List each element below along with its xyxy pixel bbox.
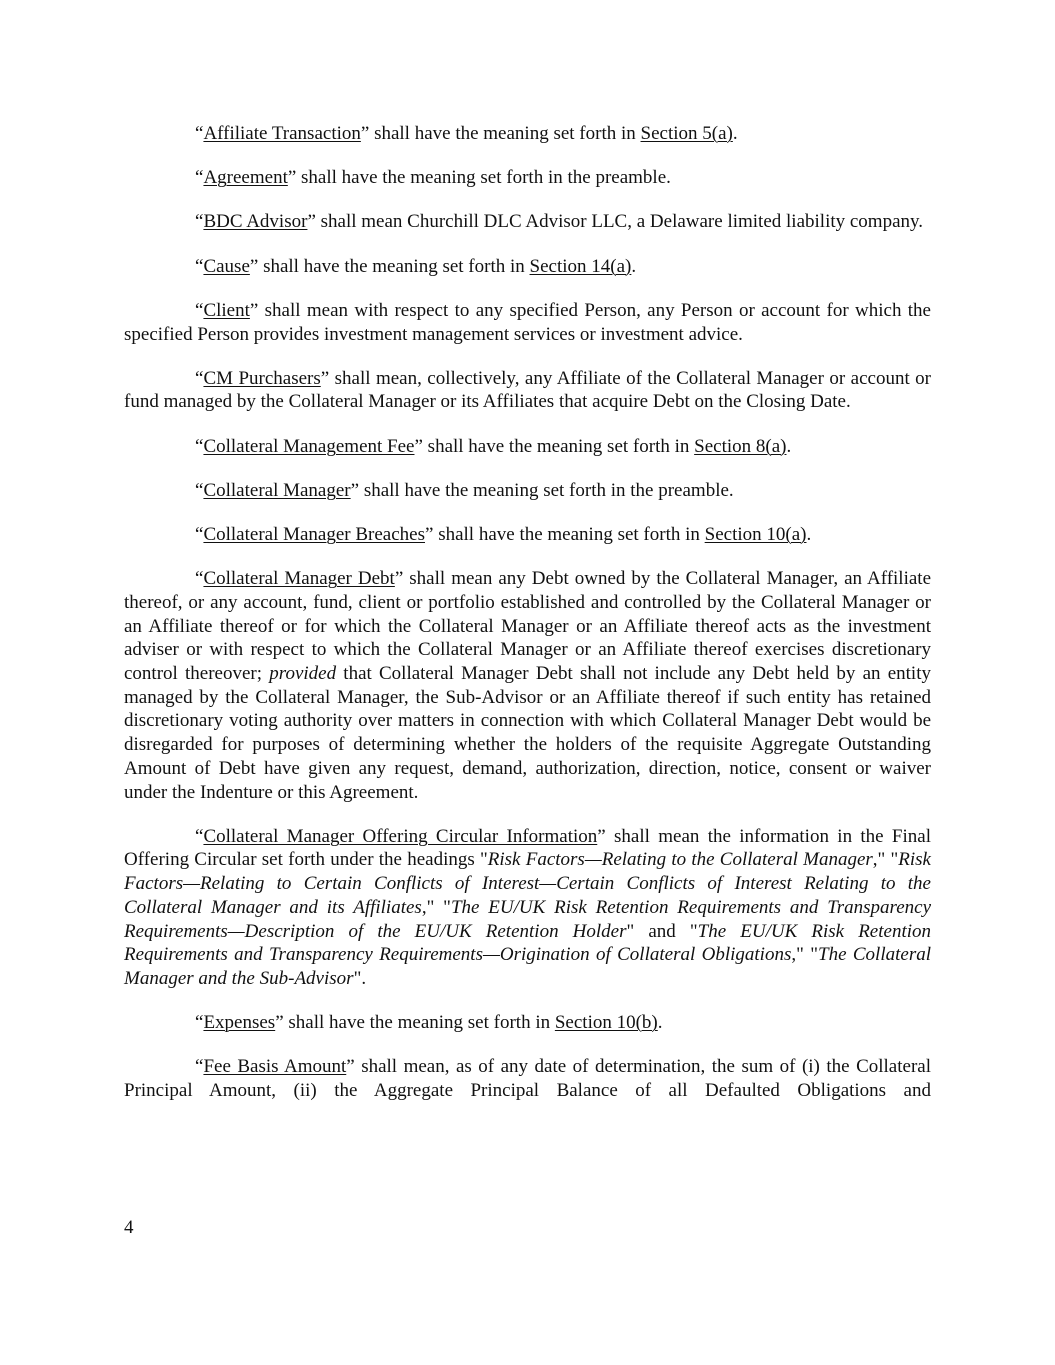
- defined-term: Affiliate Transaction: [203, 123, 361, 144]
- defined-term: Collateral Manager Breaches: [203, 524, 425, 546]
- defined-term: Collateral Management Fee: [203, 435, 415, 457]
- proviso: provided: [269, 663, 337, 685]
- defined-term: CM Purchasers: [203, 367, 321, 389]
- definition-expenses: “Expenses” shall have the meaning set forth in Section 10(b).: [195, 1012, 663, 1034]
- definition-cause: “Cause” shall have the meaning set forth in Section 14(a).: [195, 255, 637, 277]
- heading-reference: The EU/UK Risk Retention Requirements and Transparency Requirements—Origination of Collateral Obligations: [124, 920, 931, 966]
- defined-term: Client: [203, 299, 250, 321]
- definition-bdc-advisor: “BDC Advisor” shall mean Churchill DLC Advisor LLC, a Delaware limited liability company.: [195, 211, 924, 233]
- section-reference: Section 10(b): [554, 1012, 658, 1034]
- document-body: [124, 122, 931, 1123]
- section-reference: Section 10(a): [704, 524, 807, 546]
- page-number: 4: [124, 1217, 134, 1238]
- defined-term: BDC Advisor: [203, 211, 308, 233]
- section-reference: Section 8(a): [694, 435, 787, 457]
- definition-collateral-management-fee: “Collateral Management Fee” shall have the meaning set forth in Section 8(a).: [195, 435, 792, 457]
- definition-collateral-manager-offering-circular-information: “Collateral Manager Offering Circular Information” shall mean the information in the Final Offering Circular set forth under the headings "Risk Factors—Relating to the Collateral Manager," "Risk Factors—Relating to Certain Conflicts of Interest—Certain Conflicts of Interest Relating to the Collateral Manager and its Affiliates," "The EU/UK Risk Retention Requirements and Transparency Requirements—Description of the EU/UK Retention Holder" and "The EU/UK Risk Retention Requirements and Transparency Requirements—Origination of Collateral Obligations," "The Collateral Manager and the Sub-Advisor".: [124, 825, 932, 989]
- definition-collateral-manager-breaches: “Collateral Manager Breaches” shall have the meaning set forth in Section 10(a).: [195, 524, 812, 546]
- defined-term: Collateral Manager Debt: [203, 568, 395, 590]
- definition-fee-basis-amount: “Fee Basis Amount” shall mean, as of any date of determination, the sum of (i) the Collateral Principal Amount, (ii) the Aggregate Principal Balance of all Defaulted Obligations and: [124, 1056, 931, 1102]
- section-reference: Section 14(a): [529, 255, 632, 277]
- heading-reference: The Collateral Manager and the Sub-Advisor: [124, 944, 931, 989]
- defined-term: Collateral Manager Offering Circular Information: [203, 825, 598, 847]
- heading-reference: Risk Factors—Relating to the Collateral Manager: [487, 849, 873, 871]
- definition-collateral-manager-debt: “Collateral Manager Debt” shall mean any Debt owned by the Collateral Manager, an Affiliate thereof, or any account, fund, client or portfolio established and controlled by the Collateral Manager or an Affiliate thereof or for which the Collateral Manager or an Affiliate thereof acts as the investment adviser or with respect to which the Collateral Manager or an Affiliate thereof exercises discretionary control thereover; provided that Collateral Manager Debt shall not include any Debt held by an entity managed by the Collateral Manager, the Sub-Advisor or an Affiliate thereof if such entity has retained discretionary voting authority over matters in connection with which Collateral Manager Debt would be disregarded for purposes of determining whether the holders of the requisite Aggregate Outstanding Amount of Debt have given any request, demand, authorization, direction, notice, consent or waiver under the Indenture or this Agreement.: [124, 568, 931, 803]
- defined-term: Cause: [203, 255, 250, 277]
- definition-collateral-manager: “Collateral Manager” shall have the meaning set forth in the preamble.: [195, 479, 734, 501]
- definition-client: “Client” shall mean with respect to any specified Person, any Person or account for which the specified Person provides investment management services or investment advice.: [124, 299, 931, 345]
- definition-agreement: “Agreement” shall have the meaning set forth in the preamble.: [195, 167, 671, 189]
- defined-term: Fee Basis Amount: [203, 1056, 347, 1078]
- defined-term: Agreement: [203, 167, 288, 189]
- heading-reference: Risk Factors—Relating to Certain Conflicts of Interest—Certain Conflicts of Interest Relating to the Collateral Manager and its Affiliates: [124, 849, 931, 918]
- defined-term: Expenses: [203, 1012, 276, 1034]
- definition-affiliate-transaction: “Affiliate Transaction” shall have the meaning set forth in Section 5(a).: [195, 123, 738, 144]
- defined-term: Collateral Manager: [203, 479, 351, 501]
- definition-cm-purchasers: “CM Purchasers” shall mean, collectively, any Affiliate of the Collateral Manager or account or fund managed by the Collateral Manager or its Affiliates that acquire Debt on the Closing Date.: [124, 367, 931, 413]
- section-reference: Section 5(a): [640, 123, 733, 144]
- heading-reference: The EU/UK Risk Retention Requirements and Transparency Requirements—Description of the EU/UK Retention Holder: [124, 896, 932, 942]
